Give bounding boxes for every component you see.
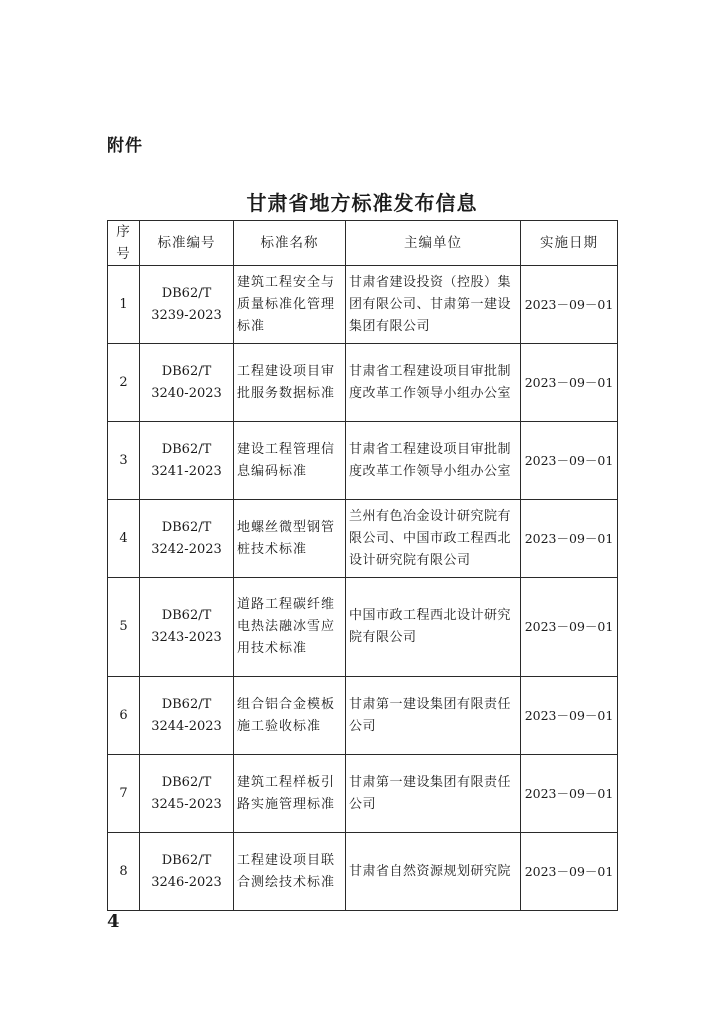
- code-prefix: DB62/T: [161, 519, 212, 535]
- cell-seq: 6: [108, 677, 140, 755]
- code-number: 3240-2023: [151, 385, 222, 401]
- code-prefix: DB62/T: [161, 696, 212, 712]
- cell-date: 2023－09－01: [521, 344, 618, 422]
- table-row: [108, 833, 618, 911]
- cell-code: [140, 422, 234, 500]
- code-number: 3244-2023: [151, 718, 222, 734]
- document-title: 甘肃省地方标准发布信息: [246, 191, 478, 215]
- table-row: [108, 578, 618, 677]
- code-prefix: DB62/T: [161, 774, 212, 790]
- cell-unit: 兰州有色冶金设计研究院有限公司、中国市政工程西北设计研究院有限公司: [346, 500, 521, 578]
- cell-code: [140, 500, 234, 578]
- table-header-row: [108, 221, 618, 266]
- cell-name: 建筑工程样板引路实施管理标准: [234, 755, 346, 833]
- cell-seq: 2: [108, 344, 140, 422]
- code-number: 3242-2023: [151, 541, 222, 557]
- code-prefix: DB62/T: [161, 441, 212, 457]
- attachment-label: 附件: [107, 136, 143, 156]
- cell-name: 地螺丝微型钢管桩技术标准: [234, 500, 346, 578]
- cell-date: 2023－09－01: [521, 677, 618, 755]
- header-unit: 主编单位: [346, 221, 521, 266]
- header-seq: 序号: [108, 221, 140, 266]
- table-row: [108, 500, 618, 578]
- cell-code: [140, 755, 234, 833]
- cell-seq: 3: [108, 422, 140, 500]
- cell-name: 组合铝合金模板施工验收标准: [234, 677, 346, 755]
- cell-unit: 甘肃省工程建设项目审批制度改革工作领导小组办公室: [346, 422, 521, 500]
- cell-unit: 甘肃第一建设集团有限责任公司: [346, 677, 521, 755]
- code-number: 3245-2023: [151, 796, 222, 812]
- code-number: 3239-2023: [151, 307, 222, 323]
- cell-code: [140, 344, 234, 422]
- header-name: 标准名称: [234, 221, 346, 266]
- cell-date: 2023－09－01: [521, 578, 618, 677]
- code-number: 3246-2023: [151, 874, 222, 890]
- cell-date: 2023－09－01: [521, 266, 618, 344]
- table-row: [108, 677, 618, 755]
- code-prefix: DB62/T: [161, 852, 212, 868]
- cell-name: 建设工程管理信息编码标准: [234, 422, 346, 500]
- cell-code: [140, 266, 234, 344]
- cell-code: [140, 578, 234, 677]
- header-date: 实施日期: [521, 221, 618, 266]
- cell-date: 2023－09－01: [521, 833, 618, 911]
- cell-code: [140, 833, 234, 911]
- table-row: [108, 422, 618, 500]
- cell-unit: 中国市政工程西北设计研究院有限公司: [346, 578, 521, 677]
- table-row: [108, 755, 618, 833]
- cell-seq: 5: [108, 578, 140, 677]
- cell-unit: 甘肃第一建设集团有限责任公司: [346, 755, 521, 833]
- table-row: [108, 344, 618, 422]
- standards-table: [107, 220, 618, 911]
- cell-name: 工程建设项目联合测绘技术标准: [234, 833, 346, 911]
- cell-unit: 甘肃省工程建设项目审批制度改革工作领导小组办公室: [346, 344, 521, 422]
- code-number: 3243-2023: [151, 630, 222, 645]
- code-prefix: DB62/T: [161, 363, 212, 379]
- cell-date: 2023－09－01: [521, 500, 618, 578]
- code-prefix: DB62/T: [161, 285, 212, 301]
- header-code: 标准编号: [140, 221, 234, 266]
- cell-seq: 4: [108, 500, 140, 578]
- cell-date: 2023－09－01: [521, 755, 618, 833]
- cell-unit: 甘肃省自然资源规划研究院: [346, 833, 521, 911]
- cell-seq: 8: [108, 833, 140, 911]
- cell-seq: 7: [108, 755, 140, 833]
- table-row: [108, 266, 618, 344]
- page-number: 4: [107, 911, 120, 932]
- cell-name: 建筑工程安全与质量标准化管理标准: [234, 266, 346, 344]
- cell-date: 2023－09－01: [521, 422, 618, 500]
- cell-code: [140, 677, 234, 755]
- cell-name: 工程建设项目审批服务数据标准: [234, 344, 346, 422]
- cell-unit: 甘肃省建设投资（控股）集团有限公司、甘肃第一建设集团有限公司: [346, 266, 521, 344]
- cell-seq: 1: [108, 266, 140, 344]
- code-prefix: DB62/T: [161, 608, 212, 623]
- code-number: 3241-2023: [151, 463, 222, 479]
- cell-name: 道路工程碳纤维电热法融冰雪应用技术标准: [234, 578, 346, 677]
